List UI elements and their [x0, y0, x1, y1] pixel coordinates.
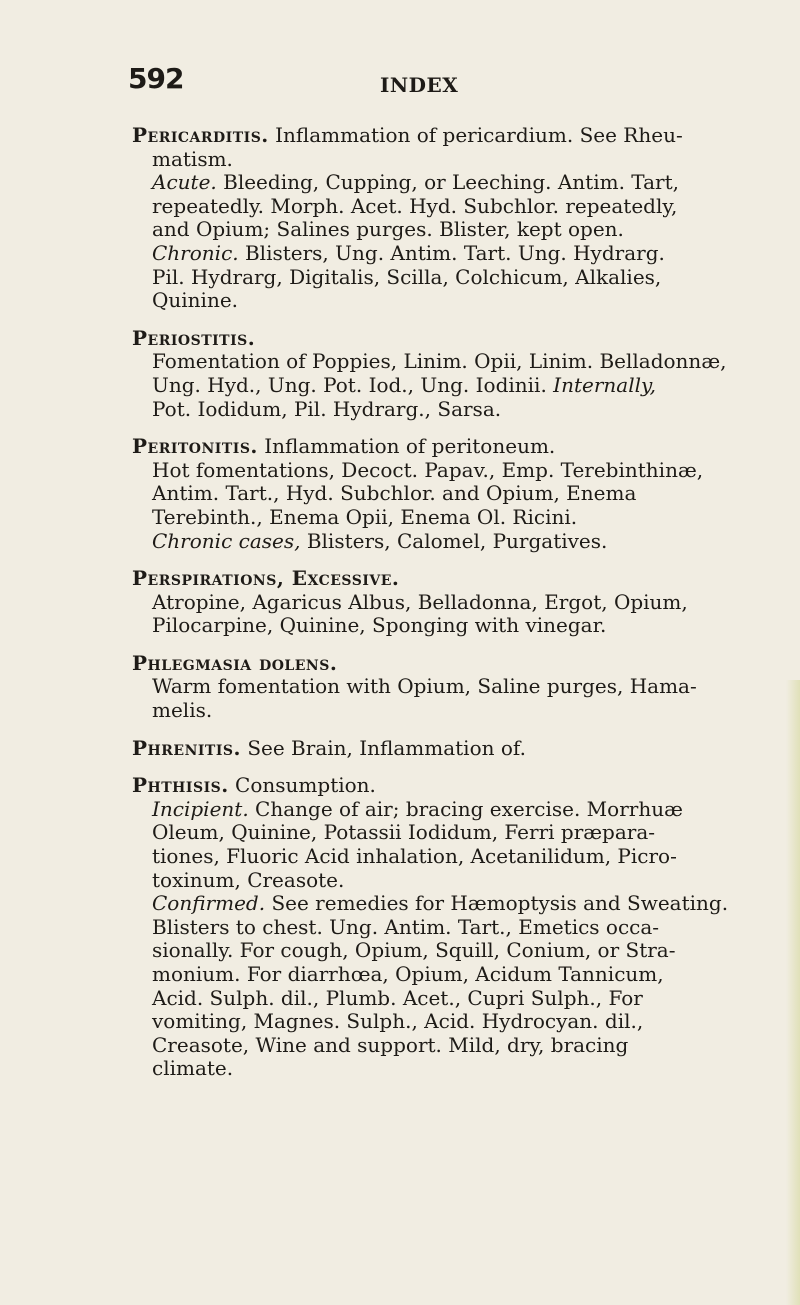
subentry-text: Change of air; bracing exercise. Morrhuæ [248, 796, 683, 821]
entry-term: Phthisis. [132, 773, 229, 798]
subentry-label: Confirmed. [152, 891, 266, 916]
entry-line: Creasote, Wine and support. Mild, dry, bracing [152, 1032, 629, 1057]
entry-definition: Consumption. [228, 773, 376, 798]
subentry-text: See remedies for Hæmoptysis and Sweating. [265, 891, 729, 916]
subentry-label: Internally, [553, 372, 656, 397]
entry-term: Peritonitis. [132, 434, 258, 459]
subentry-text: Bleeding, Cupping, or Leeching. Antim. Tart, [216, 170, 679, 195]
entry-line: Hot fomentations, Decoct. Papav., Emp. Terebinthinæ, [152, 457, 704, 482]
entry-line: sionally. For cough, Opium, Squill, Conium, or Stra- [152, 938, 676, 963]
entry-line: monium. For diarrhœa, Opium, Acidum Tannicum, [152, 962, 664, 986]
index-entry-periostitis [132, 327, 752, 421]
entry-line: Terebinth., Enema Opii, Enema Ol. Ricini. [152, 504, 578, 529]
page-edge-shadow [786, 680, 800, 1305]
index-entry-pericarditis [132, 124, 752, 313]
entry-line: tiones, Fluoric Acid inhalation, Acetanilidum, Picro- [152, 844, 677, 869]
subentry-label: Acute. [152, 170, 217, 195]
entry-line: Oleum, Quinine, Potassii Iodidum, Ferri præpara- [152, 820, 656, 845]
entry-line: Pilocarpine, Quinine, Sponging with vinegar. [152, 613, 607, 638]
entry-line: melis. [152, 698, 213, 723]
entry-term: Pericarditis. [132, 123, 269, 147]
subentry-text: Blisters, Ung. Antim. Tart. Ung. Hydrarg. [238, 240, 665, 265]
index-entry-peritonitis [132, 435, 752, 553]
subentry-label: Incipient. [152, 796, 249, 821]
entry-term: Periostitis. [132, 325, 256, 350]
index-entry-phrenitis [132, 737, 752, 761]
entry-term: Phlegmasia dolens. [132, 650, 338, 675]
index-content [132, 124, 752, 1095]
subentry-label: Chronic. [152, 240, 239, 265]
running-head: INDEX [380, 73, 459, 97]
entry-line: Warm fomentation with Opium, Saline purges, Hama- [152, 674, 697, 699]
index-entry-perspirations [132, 567, 752, 638]
index-entry-phlegmasia [132, 652, 752, 723]
entry-definition: Inflammation of peritoneum. [257, 434, 556, 459]
entry-line: toxinum, Creasote. [152, 867, 345, 892]
entry-line: matism. [152, 146, 233, 171]
entry-line: Pot. Iodidum, Pil. Hydrarg., Sarsa. [152, 396, 502, 421]
entry-line: climate. [152, 1056, 234, 1081]
subentry-label: Chronic cases, [152, 528, 301, 553]
entry-term: Phrenitis. [132, 735, 241, 760]
entry-definition: Inflammation of pericardium. See Rheu- [268, 123, 683, 147]
entry-line: and Opium; Salines purges. Blister, kept open. [152, 217, 624, 242]
entry-line: Antim. Tart., Hyd. Subchlor. and Opium, Enema [152, 481, 637, 506]
entry-line: repeatedly. Morph. Acet. Hyd. Subchlor. repeatedly, [152, 193, 678, 218]
entry-line: Atropine, Agaricus Albus, Belladonna, Ergot, Opium, [152, 589, 688, 614]
entry-definition: See Brain, Inflammation of. [240, 735, 526, 760]
entry-line: Pil. Hydrarg, Digitalis, Scilla, Colchicum, Alkalies, [152, 264, 662, 289]
entry-line: Quinine. [152, 288, 239, 313]
entry-term: Perspirations, Excessive. [132, 566, 400, 591]
entry-line: Ung. Hyd., Ung. Pot. Iod., Ung. Iodinii. [152, 372, 547, 397]
entry-line: Fomentation of Poppies, Linim. Opii, Linim. Belladonnæ, [152, 349, 727, 374]
subentry-text: Blisters, Calomel, Purgatives. [300, 528, 608, 553]
entry-line: vomiting, Magnes. Sulph., Acid. Hydrocyan. dil., [152, 1009, 644, 1034]
index-entry-phthisis [132, 774, 752, 1081]
entry-line: Acid. Sulph. dil., Plumb. Acet., Cupri Sulph., For [152, 985, 643, 1010]
entry-line: Blisters to chest. Ung. Antim. Tart., Emetics occa- [152, 914, 660, 939]
page-number: 592 [128, 62, 184, 95]
